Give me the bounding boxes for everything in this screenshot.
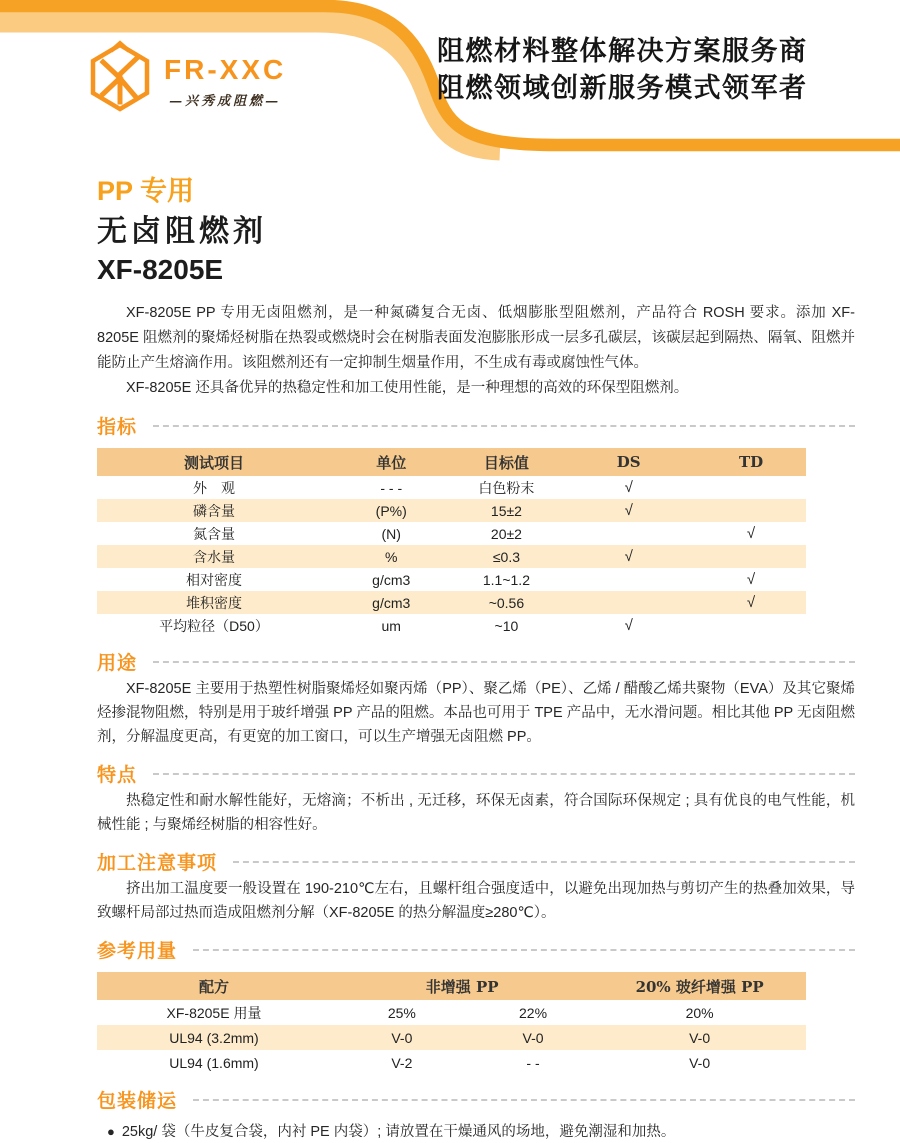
table-cell: ~0.56 (488, 594, 525, 611)
table-cell: V-0 (522, 1029, 544, 1046)
table-cell: 含水量 (192, 548, 235, 565)
processing-paragraph: 挤出加工温度要一般设置在 190-210℃左右，且螺杆组合强度适中，以避免出现加热与剪切产生的热叠加效果，导致螺杆局部过热而造成阻燃剂分解（XF-8205E 的热分解温度≥280℃）。 (97, 881, 855, 921)
table-cell: 外 观 (192, 479, 235, 496)
checkmark-cell: √ (746, 594, 756, 611)
packaging-text: 25kg/ 袋（牛皮复合袋，内衬 PE 内袋）; 请放置在干燥通风的场地，避免潮湿和加热。 (121, 1124, 676, 1140)
checkmark-cell: √ (624, 502, 633, 519)
table-cell: V-0 (689, 1054, 711, 1071)
checkmark-cell (696, 499, 806, 522)
spec-table (97, 448, 806, 637)
table-row (97, 1000, 806, 1025)
table-cell: 25% (387, 1004, 416, 1021)
table-cell: 氮含量 (192, 525, 235, 542)
brand-tagline: —兴秀成阻燃— (169, 94, 282, 109)
table-cell: g/cm3 (372, 571, 411, 588)
checkmark-cell (561, 568, 696, 591)
header-cell: TD (738, 453, 764, 471)
table-cell: (P%) (375, 502, 407, 519)
checkmark-cell: √ (624, 479, 633, 496)
table-cell: - - (526, 1054, 540, 1071)
table-cell: V-2 (391, 1054, 413, 1071)
table-row (97, 568, 806, 591)
table-cell: UL94 (1.6mm) (169, 1054, 259, 1071)
checkmark-cell: √ (624, 617, 633, 634)
table-cell: 平均粒径（D50） (159, 617, 269, 634)
intro-paragraph-1: XF-8205E PP 专用无卤阻燃剂，是一种氮磷复合无卤、低烟膨胀型阻燃剂，产品符合 ROSH 要求。添加 XF-8205E 阻燃剂的聚烯烃树脂在热裂或燃烧时会在树脂表面发泡膨胀形成一层多孔碳层，该碳层起到隔热、隔氧、阻燃并能防止产生熔滴作用。该阻燃剂还有一定抑制生烟量作用，不生成有毒或腐蚀性气体。 (97, 305, 855, 371)
table-row (97, 591, 806, 614)
dashed-divider (153, 773, 855, 775)
section-processing-header (97, 849, 855, 874)
checkmark-cell (561, 522, 696, 545)
packaging-line (97, 1121, 855, 1143)
checkmark-cell: √ (624, 548, 633, 565)
header-cell: DS (616, 453, 641, 471)
main-content (97, 176, 855, 1143)
table-cell: 磷含量 (192, 502, 235, 519)
table-cell: 1.1~1.2 (482, 571, 530, 588)
brand-logo (90, 42, 286, 112)
table-row (97, 476, 806, 499)
checkmark-cell: √ (746, 525, 756, 542)
header-cell: 单位 (376, 453, 407, 472)
section-title-dosage: 参考用量 (97, 940, 178, 962)
spec-table-body (97, 476, 806, 637)
table-cell: V-0 (391, 1029, 413, 1046)
table-cell: XF-8205E 用量 (166, 1004, 262, 1021)
table-cell: 白色粉末 (478, 479, 535, 496)
dashed-divider (193, 1099, 855, 1101)
table-cell: - - - (380, 479, 403, 496)
usage-paragraph: XF-8205E 主要用于热塑性树脂聚烯烃如聚丙烯（PP）、聚乙烯（PE）、乙烯 / 醋酸乙烯共聚物（EVA）及其它聚烯烃掺混物阻燃，特别是用于玻纤增强 PP 产品的阻燃。本品也可用于 TPE 产品中，无水滑问题。相比其他 PP 无卤阻燃剂，分解温度更高，有更宽的加工窗口，可以生产增强无卤阻燃 PP。 (97, 681, 855, 745)
slogan-line-2: 阻燃领域创新服务模式领军者 (437, 73, 808, 103)
dashed-divider (193, 949, 855, 951)
header-slogan (437, 33, 808, 107)
features-paragraph: 热稳定性和耐水解性能好，无熔滴；不析出 , 无迁移，环保无卤素，符合国际环保规定 ; 具有优良的电气性能，机械性能 ; 与聚烯经树脂的相容性好。 (97, 793, 855, 833)
product-type: 无卤阻燃剂 (97, 215, 267, 248)
dosage-table-header-row (97, 972, 806, 1000)
section-title-indicators: 指标 (97, 416, 138, 438)
dashed-divider (153, 425, 855, 427)
table-cell: 20±2 (490, 525, 522, 542)
product-model: XF-8205E (97, 254, 224, 285)
dosage-table (97, 972, 806, 1075)
table-cell: um (381, 617, 401, 634)
header-cell: 配方 (198, 977, 229, 996)
hexagon-logo-icon (90, 42, 150, 112)
table-cell: UL94 (3.2mm) (169, 1029, 259, 1046)
checkmark-cell (696, 614, 806, 637)
product-category: PP 专用 (97, 176, 195, 206)
checkmark-cell (696, 545, 806, 568)
table-row (97, 614, 806, 637)
table-row (97, 499, 806, 522)
brand-name: FR-XXC (164, 54, 287, 85)
header-cell: 目标值 (483, 453, 529, 472)
section-title-processing: 加工注意事项 (97, 852, 218, 874)
table-cell: 堆积密度 (185, 594, 242, 611)
table-cell: g/cm3 (372, 594, 411, 611)
checkmark-cell: √ (746, 571, 756, 588)
table-cell: 20% (685, 1004, 714, 1021)
section-usage-header (97, 649, 855, 674)
table-cell: 22% (519, 1004, 548, 1021)
table-cell: V-0 (689, 1029, 711, 1046)
page-header (0, 0, 900, 152)
table-cell: (N) (381, 525, 401, 542)
table-row (97, 1050, 806, 1075)
intro-paragraph-2: XF-8205E 还具备优异的热稳定性和加工使用性能，是一种理想的高效的环保型阻燃剂。 (126, 380, 689, 396)
header-cell: 20% 玻纤增强 PP (635, 977, 764, 996)
slogan-line-1: 阻燃材料整体解决方案服务商 (437, 36, 808, 66)
section-dosage-header (97, 937, 855, 962)
checkmark-cell (696, 476, 806, 499)
table-row (97, 522, 806, 545)
section-title-packaging: 包装储运 (97, 1090, 178, 1112)
header-cell: 非增强 PP (425, 977, 499, 996)
table-cell: ~10 (494, 617, 519, 634)
checkmark-cell (561, 591, 696, 614)
table-cell: 15±2 (490, 502, 522, 519)
spec-table-header-row (97, 448, 806, 476)
section-features-header (97, 761, 855, 786)
bullet-dot-icon: ● (107, 1124, 115, 1139)
dashed-divider (153, 661, 855, 663)
dashed-divider (233, 861, 855, 863)
section-packaging-header (97, 1087, 855, 1112)
table-cell: % (385, 548, 398, 565)
table-cell: ≤0.3 (492, 548, 520, 565)
table-row (97, 545, 806, 568)
table-row (97, 1025, 806, 1050)
dosage-table-body (97, 1000, 806, 1075)
section-indicators-header (97, 413, 855, 438)
header-cell: 测试项目 (183, 453, 244, 472)
logo-text-block (164, 42, 286, 109)
section-title-usage: 用途 (97, 652, 138, 674)
table-cell: 相对密度 (185, 571, 242, 588)
section-title-features: 特点 (97, 764, 138, 786)
